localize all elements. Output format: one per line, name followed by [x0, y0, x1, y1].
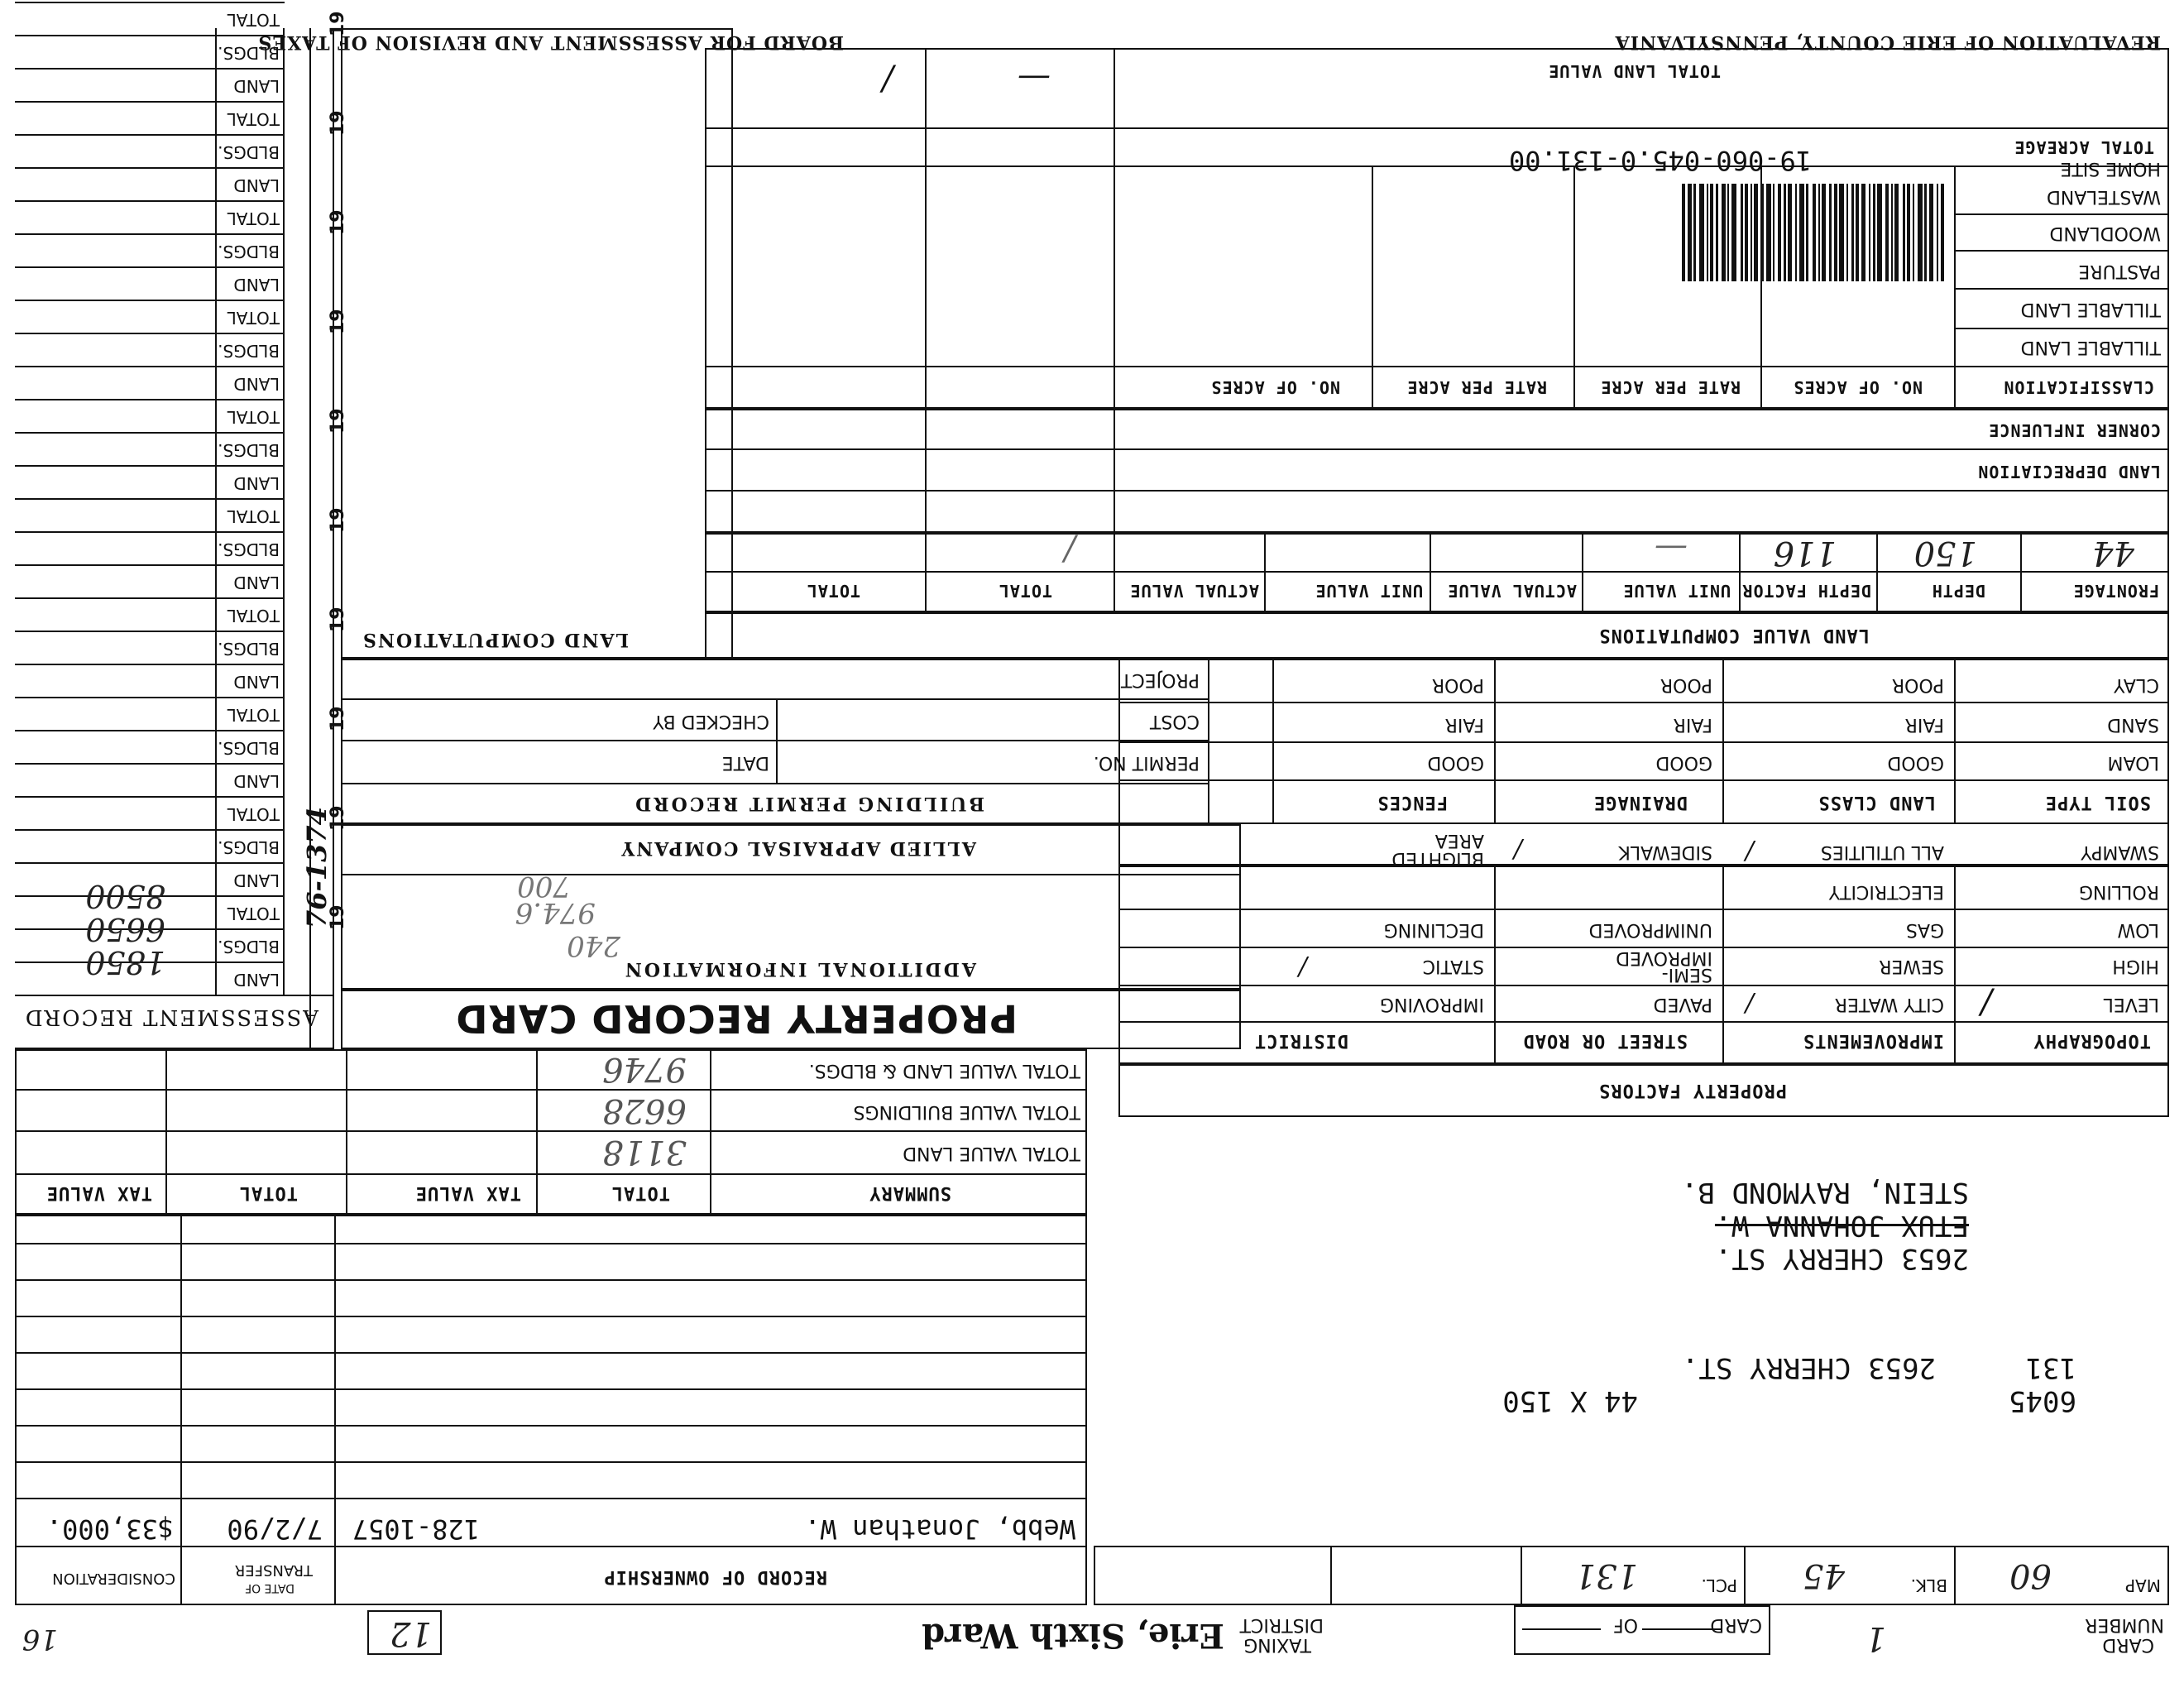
owner-address: 2653 CHERRY ST.: [1714, 1242, 1969, 1275]
property-address: 2653 CHERRY ST.: [1681, 1351, 1936, 1384]
assessment-row-line: [15, 730, 285, 731]
col-depth: DEPTH: [1931, 581, 1985, 601]
consideration-entry: $33,000.: [46, 1513, 174, 1545]
col-actual-value-1: ACTUAL VALUE: [1447, 581, 1577, 601]
assessment-year-prefix: 19: [328, 209, 348, 235]
check-level: /: [1980, 983, 1992, 1021]
assessment-row-line: [15, 564, 285, 566]
assessment-bldgs-label: BLDGS.: [218, 738, 280, 758]
assessment-land-label: LAND: [233, 970, 280, 990]
permit-no-label: PERMIT NO.: [1093, 752, 1200, 773]
blk-label: BLK.: [1910, 1575, 1947, 1595]
check-static: /: [1298, 952, 1307, 981]
check-sidewalk: /: [1745, 837, 1754, 866]
permit-cost-label: COST: [1149, 711, 1200, 731]
assessment-row-line: [15, 399, 285, 400]
land-class-fair: FAIR: [1904, 714, 1944, 735]
summary-row-buildings: TOTAL VALUE BUILDINGS: [853, 1101, 1080, 1122]
pcl-label: PCL.: [1701, 1575, 1737, 1595]
assessment-row-line: [15, 200, 285, 202]
col-land-class: LAND CLASS: [1818, 792, 1936, 813]
assessment-row-line: [15, 763, 285, 765]
col-total-1: TOTAL: [998, 581, 1052, 601]
assessment-total-label: TOTAL: [227, 606, 280, 626]
col-district: DISTRICT: [1254, 1030, 1348, 1051]
corner-mark: 16: [22, 1623, 58, 1656]
land-comp-heading: LAND COMPUTATIONS: [362, 629, 629, 650]
depth-value: 150: [1913, 534, 1977, 572]
acre-home-site: HOME SITE: [2060, 158, 2161, 179]
assessment-land-label: LAND: [233, 76, 280, 96]
topo-high: HIGH: [2112, 956, 2159, 976]
corner-influence-label: CORNER INFLUENCE: [1988, 420, 2161, 440]
land-value-heading: LAND VALUE COMPUTATIONS: [1598, 625, 1870, 645]
assessment-land-value: 1850: [85, 944, 165, 981]
assessment-total-label: TOTAL: [227, 209, 280, 228]
assessment-year-prefix: 19: [328, 408, 348, 434]
revaluation-title: REVALUATION OF ERIE COUNTY, PENNSYLVANIA: [1614, 31, 2161, 53]
col-unit-value-1: UNIT VALUE: [1622, 581, 1731, 601]
district-area: AREA: [1434, 830, 1484, 851]
district-code: 12: [390, 1614, 432, 1652]
col-consideration: CONSIDERATION: [52, 1570, 175, 1587]
summary-col-total-2: TOTAL: [238, 1182, 298, 1203]
assessment-bldgs-label: BLDGS.: [218, 43, 280, 63]
total-land-dash: —: [1018, 60, 1051, 98]
map-label: MAP: [2125, 1575, 2161, 1595]
col-total-2: TOTAL: [806, 581, 860, 601]
card-number-label-2: NUMBER: [2085, 1614, 2164, 1635]
company-box: [341, 824, 1241, 874]
assessment-year-prefix: 19: [328, 110, 348, 136]
assessment-row-line: [15, 2, 285, 3]
soil-sand: SAND: [2107, 714, 2159, 735]
assessment-total-value: 8500: [85, 878, 165, 914]
assessment-row-line: [15, 35, 285, 36]
parcel-id: 19-060-045.0-131.00: [1508, 145, 1812, 176]
assessment-total-label: TOTAL: [227, 407, 280, 427]
assessment-year-note: 76-1374: [301, 807, 333, 928]
col-depth-factor: DEPTH FACTOR: [1741, 581, 1871, 601]
assessment-bldgs-label: BLDGS.: [218, 341, 280, 361]
date-entry: 7/2/90: [227, 1513, 323, 1545]
lot-dimensions: 44 X 150: [1502, 1384, 1638, 1417]
col-topography: TOPOGRAPHY: [2033, 1030, 2151, 1051]
district-declining: DECLINING: [1383, 919, 1484, 940]
assessment-row-line: [15, 167, 285, 169]
summary-bldgs-total: 6628: [602, 1091, 687, 1129]
col-transfer-1: DATE OF: [245, 1581, 295, 1594]
col-fences: FENCES: [1377, 792, 1448, 813]
summary-col-tax-value: TAX VALUE: [414, 1182, 521, 1203]
assessment-total-label: TOTAL: [227, 705, 280, 725]
ownership-grid: [15, 1215, 1087, 1546]
assessment-row-line: [15, 531, 285, 533]
permit-heading: BUILDING PERMIT RECORD: [633, 793, 984, 814]
additional-note-1: 240: [567, 929, 620, 962]
drainage-poor: POOR: [1660, 674, 1712, 695]
acre-pasture: PASTURE: [2078, 261, 2161, 281]
col-soil-type: SOIL TYPE: [2044, 792, 2151, 813]
topo-low: LOW: [2117, 919, 2159, 940]
owner-name-2: ETUX JOHANNA W.: [1714, 1209, 1969, 1242]
assessment-bldgs-label: BLDGS.: [218, 440, 280, 460]
district-blighted: BLIGHTED: [1391, 848, 1484, 869]
acre-woodland: WOODLAND: [2049, 223, 2161, 243]
land-computations-box: [341, 28, 733, 659]
col-improvements: IMPROVEMENTS: [1803, 1030, 1944, 1051]
col-no-acres-1: NO. OF ACRES: [1793, 377, 1923, 397]
summary-row-land: TOTAL VALUE LAND: [903, 1143, 1080, 1163]
deed-entry: 128-1057: [352, 1513, 480, 1545]
card-number-label: CARD: [2102, 1634, 2154, 1655]
depth-factor-value: 116: [1773, 534, 1837, 572]
fences-fair: FAIR: [1444, 714, 1484, 735]
assessment-year-prefix: 19: [328, 309, 348, 334]
land-depreciation-label: LAND DEPRECIATION: [1977, 462, 2161, 482]
col-actual-value-2: ACTUAL VALUE: [1129, 581, 1259, 601]
assessment-row-line: [15, 300, 285, 301]
assessment-land-label: LAND: [233, 870, 280, 890]
assessment-row-line: [15, 134, 285, 136]
fences-good: GOOD: [1427, 752, 1484, 773]
blk-value: 45: [1803, 1556, 1845, 1594]
assessment-land-label: LAND: [233, 175, 280, 195]
parcel-barcode: [1682, 184, 1944, 281]
assessment-row-line: [15, 68, 285, 70]
ownership-header: [15, 1546, 1087, 1605]
fences-poor: POOR: [1431, 674, 1484, 695]
summary-row-land-bldgs: TOTAL VALUE LAND & BLDGS.: [808, 1060, 1080, 1081]
assessment-land-label: LAND: [233, 672, 280, 692]
assessment-row-line: [15, 233, 285, 235]
assessment-bldgs-label: BLDGS.: [218, 837, 280, 857]
imp-city-water: CITY WATER: [1834, 994, 1944, 1014]
assessment-row-line: [15, 862, 285, 864]
allied-company: ALLIED APPRAISAL COMPANY: [620, 837, 976, 859]
assessment-land-label: LAND: [233, 771, 280, 791]
assessment-row-line: [15, 366, 285, 367]
land-class-poor: POOR: [1891, 674, 1944, 695]
street-paved: PAVED: [1653, 994, 1712, 1014]
taxing-district-value: Erie, Sixth Ward: [922, 1616, 1224, 1655]
summary-land-bldgs-total: 9746: [602, 1050, 687, 1088]
soil-clay: CLAY: [2114, 674, 2159, 695]
acre-wasteland: WASTELAND: [2046, 186, 2161, 207]
dash-total: /: [1064, 530, 1075, 568]
assessment-row-line: [15, 597, 285, 599]
street-semi: SEMI-: [1661, 964, 1712, 985]
assessment-total-label: TOTAL: [227, 308, 280, 328]
card-title: PROPERTY RECORD CARD: [455, 996, 1018, 1041]
land-class-good: GOOD: [1887, 752, 1944, 773]
taxing-district-label-2: DISTRICT: [1239, 1614, 1324, 1635]
assessment-row-line: [15, 631, 285, 632]
topo-swampy: SWAMPY: [2081, 842, 2159, 862]
assessment-total-label: TOTAL: [227, 10, 280, 30]
assessment-land-label: LAND: [233, 573, 280, 592]
topo-rolling: ROLLING: [2078, 881, 2159, 902]
col-frontage: FRONTAGE: [2072, 581, 2159, 601]
assessment-total-label: TOTAL: [227, 804, 280, 824]
district-improving: IMPROVING: [1380, 994, 1484, 1014]
assessment-land-label: LAND: [233, 473, 280, 493]
assessment-land-label: LAND: [233, 374, 280, 394]
drainage-fair: FAIR: [1673, 714, 1712, 735]
assessment-land-label: LAND: [233, 275, 280, 295]
total-land-slash: /: [882, 60, 893, 98]
col-rate-2: RATE PER ACRE: [1406, 377, 1547, 397]
assessment-row-line: [15, 498, 285, 500]
assessment-row-line: [15, 465, 285, 467]
assessment-bldgs-label: BLDGS.: [218, 539, 280, 559]
dash-unit: —: [1655, 530, 1688, 568]
assessment-bldgs-label: BLDGS.: [218, 937, 280, 957]
col-rate-1: RATE PER ACRE: [1600, 377, 1741, 397]
acre-tillable-1: TILLABLE LAND: [2020, 337, 2161, 357]
assessment-heading: ASSESSMENT RECORD: [23, 1005, 318, 1029]
owner-entry: Webb, Jonathan W.: [804, 1513, 1075, 1545]
additional-note-3: 700: [517, 870, 571, 903]
assessment-row-line: [15, 697, 285, 698]
acre-tillable-2: TILLABLE LAND: [2020, 299, 2161, 319]
assessment-row-line: [15, 829, 285, 831]
assessment-year-prefix: 19: [328, 507, 348, 533]
drainage-good: GOOD: [1655, 752, 1712, 773]
parcel-no: 131: [2025, 1351, 2076, 1384]
assessment-row-line: [15, 333, 285, 334]
board-title: BOARD FOR ASSESSMENT AND REVISION OF TAXES: [257, 31, 844, 53]
additional-note-2: 974.6: [515, 896, 596, 929]
assessment-year-prefix: 19: [328, 904, 348, 930]
street-sidewalk: SIDEWALK: [1618, 842, 1712, 862]
assessment-row-line: [15, 664, 285, 665]
permit-grid: [341, 659, 1209, 783]
street-improved: IMPROVED: [1616, 947, 1712, 968]
total-land-value-label: TOTAL LAND VALUE: [1548, 61, 1721, 81]
assessment-year-prefix: 19: [328, 706, 348, 731]
col-unit-value-2: UNIT VALUE: [1315, 581, 1423, 601]
card-number-value: 1: [1865, 1619, 1886, 1657]
permit-project-label: PROJECT: [1120, 669, 1200, 690]
ownership-heading: RECORD OF OWNERSHIP: [603, 1566, 827, 1587]
assessment-row-line: [15, 266, 285, 268]
property-factors-heading: PROPERTY FACTORS: [1598, 1080, 1787, 1101]
permit-date-label: DATE: [721, 752, 769, 773]
assessment-total-label: TOTAL: [227, 506, 280, 526]
assessment-bldgs-value: 6650: [85, 911, 165, 947]
owner-name-1: STEIN, RAYMOND B.: [1681, 1176, 1969, 1209]
frontage-value: 44: [2092, 534, 2134, 572]
imp-sewer: SEWER: [1879, 956, 1944, 976]
map-value: 60: [2009, 1556, 2052, 1594]
soil-loam: LOAM: [2107, 752, 2159, 773]
check-paved: /: [1745, 989, 1754, 1018]
permit-checked-by-label: CHECKED BY: [653, 711, 769, 731]
col-street: STREET OR ROAD: [1522, 1030, 1688, 1051]
land-value-header: [705, 612, 2169, 659]
taxing-district-label: TAXING: [1243, 1634, 1311, 1655]
card-of-card-label: CARD: [1710, 1614, 1762, 1635]
assessment-bldgs-label: BLDGS.: [218, 242, 280, 261]
col-transfer-2: TRANSFER: [234, 1561, 313, 1579]
summary-col-total: TOTAL: [611, 1182, 670, 1203]
pcl-value: 131: [1574, 1556, 1638, 1594]
col-classification: CLASSIFICATION: [2003, 377, 2154, 397]
imp-gas: GAS: [1905, 919, 1944, 940]
acre-total-acreage: TOTAL ACREAGE: [2014, 137, 2154, 157]
assessment-bldgs-label: BLDGS.: [218, 639, 280, 659]
assessment-bldgs-label: BLDGS.: [218, 142, 280, 162]
check-all-utilities: /: [1513, 835, 1522, 864]
summary-land-total: 3118: [602, 1133, 687, 1171]
district-static: STATIC: [1422, 956, 1484, 976]
col-no-acres-2: NO. OF ACRES: [1210, 377, 1340, 397]
imp-all-utilities: ALL UTILITIES: [1820, 842, 1944, 862]
street-unimproved: UNIMPROVED: [1588, 919, 1712, 940]
assessment-total-label: TOTAL: [227, 904, 280, 923]
topo-level: LEVEL: [2103, 994, 2159, 1014]
additional-heading: ADDITIONAL INFORMATION: [622, 958, 976, 980]
map-code: 6045: [2009, 1384, 2076, 1417]
soil-grid: [1118, 659, 2169, 869]
summary-heading: SUMMARY: [869, 1182, 951, 1203]
assessment-year-prefix: 19: [328, 11, 348, 36]
card-of-of-label: OF: [1613, 1614, 1638, 1635]
assessment-year-prefix: 19: [328, 607, 348, 632]
col-drainage: DRAINAGE: [1593, 792, 1688, 813]
assessment-row-line: [15, 101, 285, 103]
assessment-year-prefix: 19: [328, 805, 348, 831]
assessment-row-line: [15, 432, 285, 434]
summary-col-tax-value-2: TAX VALUE: [46, 1182, 152, 1203]
assessment-row-line: [15, 796, 285, 798]
imp-electricity: ELECTRICITY: [1828, 881, 1944, 902]
assessment-total-label: TOTAL: [227, 109, 280, 129]
